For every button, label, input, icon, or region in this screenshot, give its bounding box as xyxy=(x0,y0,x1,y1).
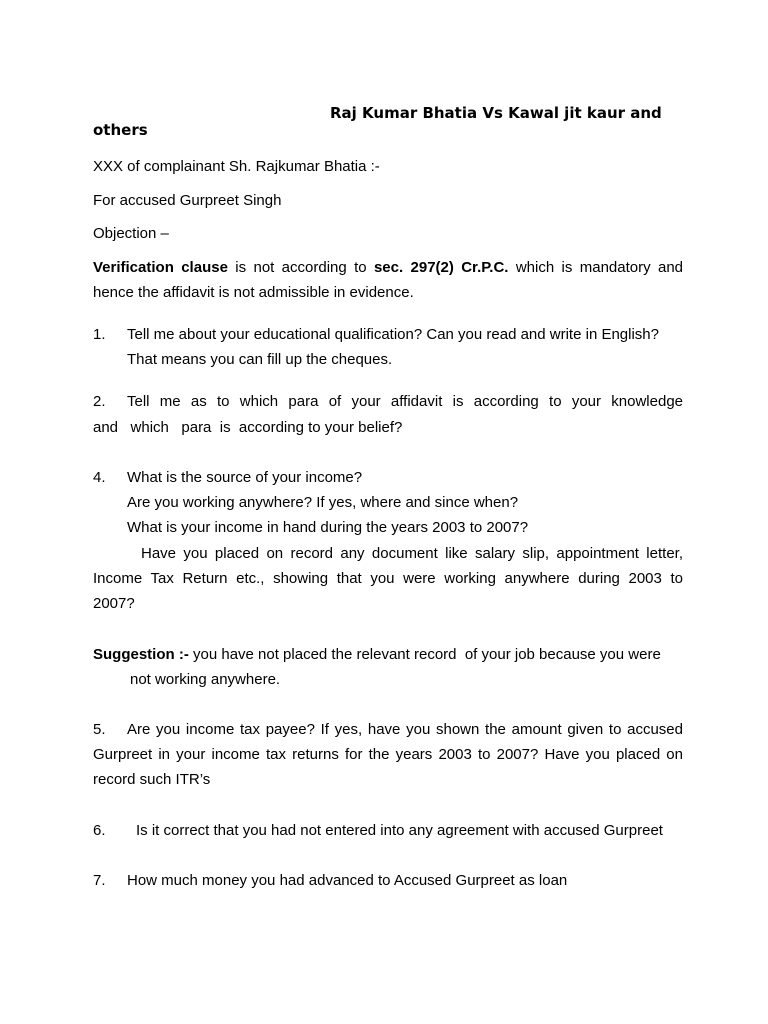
question-5-line-3: record such ITR’s xyxy=(93,771,211,788)
question-number: 5. xyxy=(93,721,106,738)
verification-paragraph-line-2: hence the affidavit is not admissible in evidence. xyxy=(93,284,414,301)
title-line-2: others xyxy=(93,121,148,139)
question-number: 1. xyxy=(93,326,106,343)
question-4-line-5: Income Tax Return etc., showing that you were working anywhere during 2003 to xyxy=(93,570,683,587)
section-reference: sec. 297(2) Cr.P.C. xyxy=(373,259,509,276)
question-5-line-2: Gurpreet in your income tax returns for the years 2003 to 2007? Have you placed on xyxy=(93,746,683,763)
question-4-line-6: 2007? xyxy=(93,595,135,612)
document-title-continued xyxy=(93,121,148,139)
title-line-1: Raj Kumar Bhatia Vs Kawal jit kaur and xyxy=(330,104,662,122)
question-4 xyxy=(93,469,362,487)
accused-line: For accused Gurpreet Singh xyxy=(93,192,282,209)
suggestion-label: Suggestion :- xyxy=(93,646,189,663)
verification-text-2: which is mandatory and xyxy=(508,259,683,276)
question-2 xyxy=(93,393,683,411)
question-1-line-1: Tell me about your educational qualification? Can you read and write in English? xyxy=(127,326,659,343)
question-4-line-1: What is the source of your income? xyxy=(127,469,363,486)
verification-text-1: is not according to xyxy=(227,259,374,276)
suggestion-paragraph xyxy=(93,646,661,664)
question-7 xyxy=(93,872,567,890)
question-6 xyxy=(93,822,663,840)
suggestion-line-1: you have not placed the relevant record of your job because you were xyxy=(188,646,661,663)
document-title xyxy=(330,104,662,122)
question-7-line-1: How much money you had advanced to Accused Gurpreet as loan xyxy=(127,872,568,889)
question-1 xyxy=(93,326,659,344)
question-2-line-1: Tell me as to which para of your affidavit is according to your knowledge xyxy=(127,393,683,410)
suggestion-line-2: not working anywhere. xyxy=(130,671,281,688)
question-2-line-2: and which para is according to your belief? xyxy=(93,419,403,436)
complainant-line: XXX of complainant Sh. Rajkumar Bhatia :- xyxy=(93,158,380,175)
question-number: 2. xyxy=(93,393,106,410)
question-4-line-3: What is your income in hand during the years 2003 to 2007? xyxy=(127,519,529,536)
question-6-line-1: Is it correct that you had not entered into any agreement with accused Gurpreet xyxy=(136,822,663,839)
question-4-line-2: Are you working anywhere? If yes, where and since when? xyxy=(127,494,519,511)
question-1-line-2: That means you can fill up the cheques. xyxy=(127,351,393,368)
question-number: 7. xyxy=(93,872,106,889)
verification-clause-label: Verification clause xyxy=(93,259,228,276)
question-number: 6. xyxy=(93,822,106,839)
question-4-line-4: Have you placed on record any document like salary slip, appointment letter, xyxy=(141,545,683,562)
question-5-line-1: Are you income tax payee? If yes, have you shown the amount given to accused xyxy=(127,721,683,738)
question-number: 4. xyxy=(93,469,106,486)
verification-paragraph xyxy=(93,259,683,277)
objection-heading: Objection – xyxy=(93,225,169,242)
question-5 xyxy=(93,721,683,739)
